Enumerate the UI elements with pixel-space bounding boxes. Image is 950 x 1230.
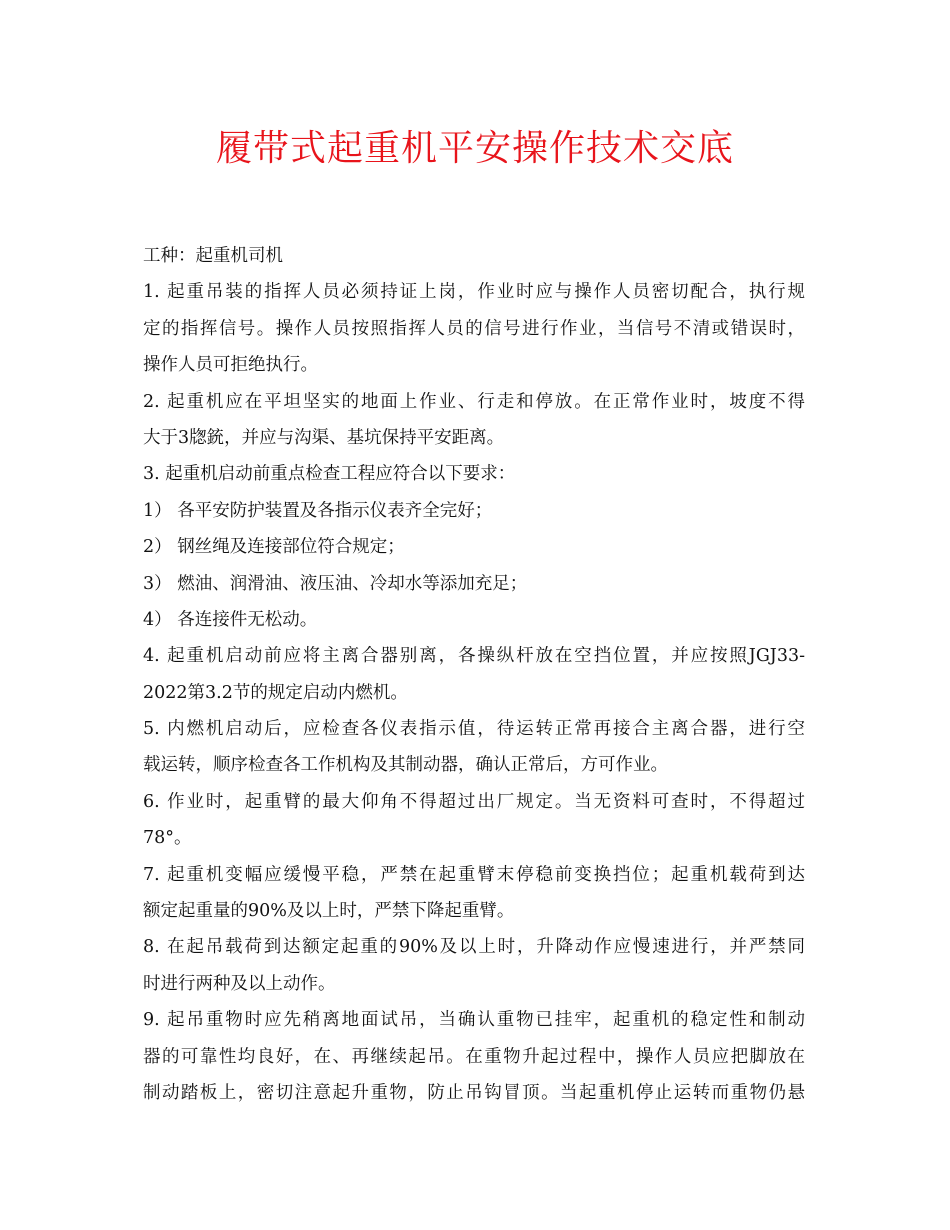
paragraph-line: 制动踏板上，密切注意起升重物，防止吊钩冒顶。当起重机停止运转而重物仍悬 [143,1082,805,1103]
paragraph-line: 78°。 [143,828,192,849]
paragraph-line: 7. 起重机变幅应缓慢平稳，严禁在起重臂末停稳前变换挡位；起重机载荷到达 [143,864,805,885]
paragraph-line: 1. 起重吊装的指挥人员必须持证上岗，作业时应与操作人员密切配合，执行规 [143,282,805,303]
paragraph-line: 9. 起吊重物时应先稍离地面试吊，当确认重物已挂牢，起重机的稳定性和制动 [143,1010,805,1031]
paragraph-line: 大于3牎銃，并应与沟渠、基坑保持平安距离。 [143,427,505,448]
list-item: 4） 各连接件无松动。 [143,609,318,630]
paragraph-line: 5. 内燃机启动后，应检查各仪表指示值，待运转正常再接合主离合器，进行空 [143,719,805,740]
paragraph-line: 额定起重量的90%及以上时，严禁下降起重臂。 [143,901,515,922]
paragraph-line: 定的指挥信号。操作人员按照指挥人员的信号进行作业，当信号不清或错误时， [143,318,805,339]
paragraph-line: 2022第3.2节的规定启动内燃机。 [143,682,408,703]
list-item: 2） 钢丝绳及连接部位符合规定； [143,537,405,558]
document-title: 履带式起重机平安操作技术交底 [215,128,734,169]
paragraph-line: 时进行两种及以上动作。 [143,973,336,994]
paragraph-line: 2. 起重机应在平坦坚实的地面上作业、行走和停放。在正常作业时，坡度不得 [143,391,805,412]
paragraph-line: 载运转，顺序检查各工作机构及其制动器，确认正常后，方可作业。 [143,755,668,776]
paragraph-line: 器的可靠性均良好，在、再继续起吊。在重物升起过程中，操作人员应把脚放在 [143,1046,805,1067]
paragraph-line: 6. 作业时，起重臂的最大仰角不得超过出厂规定。当无资料可查时，不得超过 [143,791,805,812]
worker-type-line: 工种：起重机司机 [143,246,283,266]
paragraph-line: 操作人员可拒绝执行。 [143,355,318,376]
paragraph-line: 8. 在起吊载荷到达额定起重的90%及以上时，升降动作应慢速进行，并严禁同 [143,937,805,958]
document-body [143,238,805,1111]
paragraph-line: 4. 起重机启动前应将主离合器别离，各操纵杆放在空挡位置，并应按照JGJ33- [143,646,805,667]
list-item: 1） 各平安防护装置及各指示仪表齐全完好； [143,500,493,521]
paragraph-line: 3. 起重机启动前重点检查工程应符合以下要求： [143,464,516,485]
list-item: 3） 燃油、润滑油、液压油、冷却水等添加充足； [143,573,528,594]
